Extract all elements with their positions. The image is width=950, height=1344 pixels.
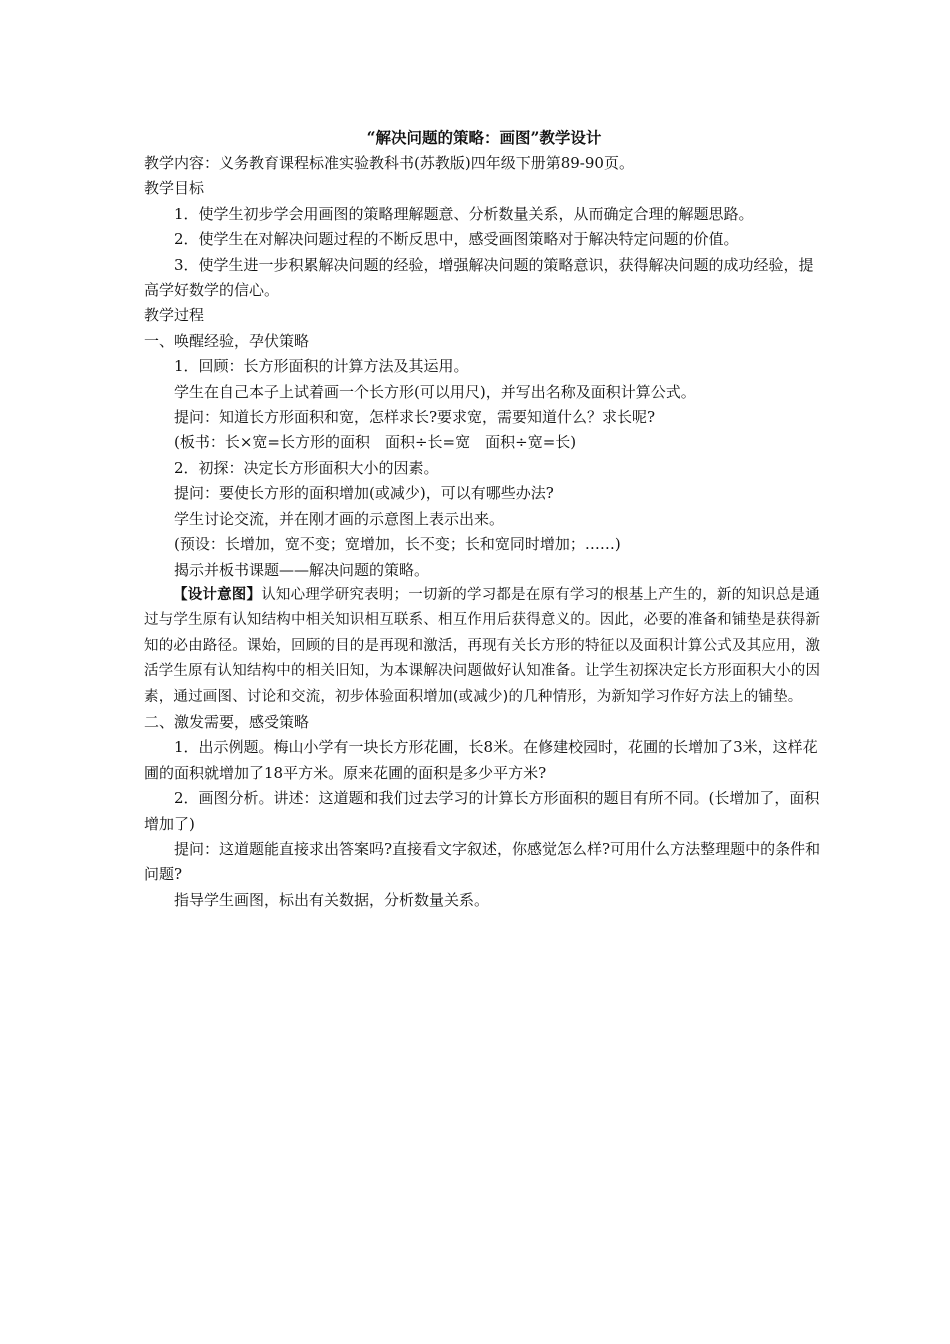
design-intent-label: 【设计意图】 <box>173 586 262 603</box>
section1-heading: 一、唤醒经验，孕伏策略 <box>144 331 310 350</box>
document-page <box>144 124 824 913</box>
objectives-heading: 教学目标 <box>144 179 205 198</box>
objective-item: 3．使学生进一步积累解决问题的经验，增强解决问题的策略意识，获得解决问题的成功经验，提高学好数学的信心。 <box>144 255 814 300</box>
section1-line: 揭示并板书课题——解决问题的策略。 <box>174 560 430 579</box>
section1-line: 2．初探：决定长方形面积大小的因素。 <box>174 458 439 477</box>
section2-line: 2．画图分析。讲述：这道题和我们过去学习的计算长方形面积的题目有所不同。(长增加了，面积增加了) <box>144 789 820 833</box>
section2-line: 指导学生画图，标出有关数据，分析数量关系。 <box>174 890 490 909</box>
document-title: “解决问题的策略：画图”教学设计 <box>366 128 602 147</box>
section1-line: 学生在自己本子上试着画一个长方形(可以用尺)，并写出名称及面积计算公式。 <box>174 382 696 401</box>
section1-line: 提问：要使长方形的面积增加(或减少)，可以有哪些办法? <box>174 484 554 503</box>
process-heading: 教学过程 <box>144 306 205 325</box>
design-intent-text: 认知心理学研究表明；一切新的学习都是在原有学习的根基上产生的，新的知识总是通过与学生原有认知结构中相关知识相互联系、相互作用后获得意义的。因此，必要的准备和铺垫是获得新知的必由路径。课始，回顾的目的是再现和激活，再现有关长方形的特征以及面积计算公式及其应用，激活学生原有认知结构中的相关旧知，为本课解决问题做好认知准备。让学生初探决定长方形面积大小的因素，通过画图、讨论和交流，初步体验面积增加(或减少)的几种情形，为新知学习作好方法上的铺垫。 <box>144 586 821 705</box>
section1-line: 提问：知道长方形面积和宽，怎样求长?要求宽，需要知道什么？求长呢? <box>174 408 656 427</box>
section2-line: 提问：这道题能直接求出答案吗?直接看文字叙述，你感觉怎么样?可用什么方法整理题中的条件和问题? <box>144 839 821 884</box>
objective-item: 1．使学生初步学会用画图的策略理解题意、分析数量关系，从而确定合理的解题思路。 <box>174 204 754 223</box>
design-intent-paragraph <box>144 583 824 710</box>
section2-line: 1．出示例题。梅山小学有一块长方形花圃，长8米。在修建校园时，花圃的长增加了3米，这样花圃的面积就增加了18平方米。原来花圃的面积是多少平方米? <box>144 738 818 782</box>
section1-line: 学生讨论交流，并在刚才画的示意图上表示出来。 <box>174 509 505 528</box>
section2-heading: 二、激发需要，感受策略 <box>144 712 310 731</box>
section1-line: (预设：长增加，宽不变；宽增加，长不变；长和宽同时增加；……) <box>174 535 621 554</box>
objective-item: 2．使学生在对解决问题过程的不断反思中，感受画图策略对于解决特定问题的价值。 <box>174 230 739 249</box>
content-line: 教学内容：义务教育课程标准实验教科书(苏教版)四年级下册第89-90页。 <box>144 154 634 172</box>
section1-line: (板书：长×宽=长方形的面积 面积÷长=宽 面积÷宽=长) <box>174 433 577 452</box>
section1-line: 1．回顾：长方形面积的计算方法及其运用。 <box>174 357 469 376</box>
